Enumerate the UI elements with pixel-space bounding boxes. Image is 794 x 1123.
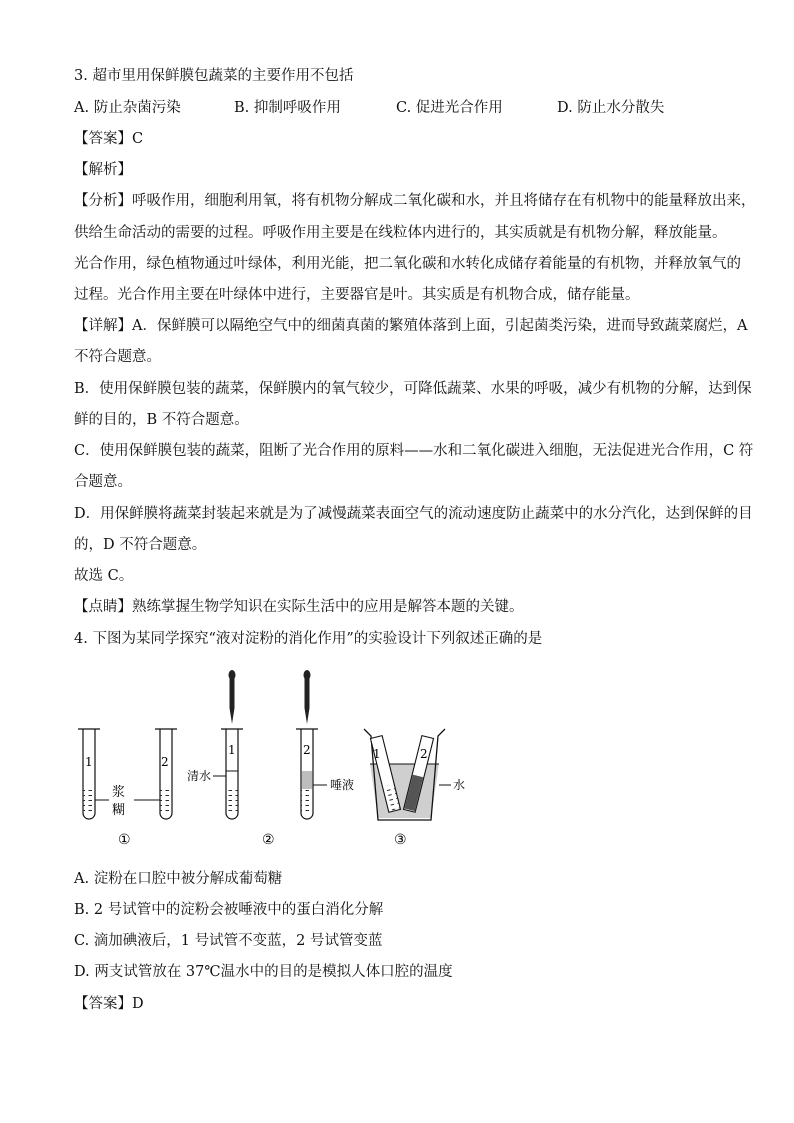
step-3-marker: ③ [394, 832, 407, 848]
q3-analysis-line: 光合作用，绿色植物通过叶绿体，利用光能，把二氧化碳和水转化成储存着能量的有机物，并释放氧气的 [74, 256, 741, 272]
experiment-diagram [74, 668, 474, 853]
q3-analysis-line: 过程。光合作用主要在叶绿体中进行，主要器官是叶。其实质是有机物合成，储存能量。 [74, 287, 640, 303]
q3-question: 3. 超市里用保鲜膜包蔬菜的主要作用不包括 [74, 68, 354, 84]
q3-option-b: B. 抑制呼吸作用 [234, 100, 341, 116]
paste-label-top: 浆 [112, 785, 126, 800]
dropper-icon [229, 670, 236, 724]
q3-detail-line: 不符合题意。 [74, 349, 161, 365]
q3-analysis-heading: 【解析】 [74, 162, 132, 178]
bath-water-label: 水 [453, 778, 466, 792]
q3-option-d: D. 防止水分散失 [557, 100, 665, 116]
tube-1-number: 1 [85, 755, 93, 769]
q3-option-c: C. 促进光合作用 [396, 100, 503, 116]
q3-detail-line: D．用保鲜膜将蔬菜封装起来就是为了减慢蔬菜表面空气的流动速度防止蔬菜中的水分汽化，达到保鲜的目 [74, 506, 753, 522]
q4-option-c: C. 滴加碘液后，1 号试管不变蓝，2 号试管变蓝 [74, 933, 383, 949]
svg-text:1: 1 [373, 747, 381, 761]
q3-detail-line: C．使用保鲜膜包装的蔬菜，阻断了光合作用的原料——水和二氧化碳进入细胞，无法促进光合作用，C 符 [74, 443, 754, 459]
svg-text:2: 2 [303, 743, 311, 757]
q3-analysis-line: 【分析】呼吸作用，细胞利用氧，将有机物分解成二氧化碳和水，并且将储存在有机物中的能量释放出来， [74, 193, 756, 209]
q4-question: 4. 下图为某同学探究“液对淀粉的消化作用”的实验设计下列叙述正确的是 [74, 631, 543, 647]
q3-detail-line: B．使用保鲜膜包装的蔬菜，保鲜膜内的氧气较少，可降低蔬菜、水果的呼吸，减少有机物的分解，达到保 [74, 381, 752, 397]
water-label: 清水 [187, 769, 212, 783]
saliva-label: 唾液 [330, 778, 355, 792]
q3-detail-line: 鲜的目的，B 不符合题意。 [74, 412, 249, 428]
q4-option-a: A. 淀粉在口腔中被分解成葡萄糖 [74, 871, 283, 887]
tube-1-step-1 [78, 729, 100, 819]
paste-label-bottom: 糊 [112, 803, 126, 818]
step-1-marker: ① [118, 832, 131, 848]
q3-tip: 【点睛】熟练掌握生物学知识在实际生活中的应用是解答本题的关键。 [74, 599, 524, 615]
q3-detail-line: 【详解】A．保鲜膜可以隔绝空气中的细菌真菌的繁殖体落到上面，引起菌类污染，进而导致蔬菜腐烂，A [74, 318, 748, 334]
step-2-marker: ② [262, 832, 275, 848]
svg-text:2: 2 [420, 747, 428, 761]
q4-answer: 【答案】D [74, 996, 144, 1012]
q3-option-a: A. 防止杂菌污染 [74, 100, 181, 116]
dropper-icon [304, 670, 311, 724]
q3-conclusion: 故选 C。 [74, 568, 134, 584]
tube-1-step-2 [221, 729, 243, 819]
q4-option-b: B. 2 号试管中的淀粉会被唾液中的蛋白消化分解 [74, 902, 384, 918]
q3-answer: 【答案】C [74, 131, 144, 147]
tube-2-step-1 [155, 729, 177, 819]
tube-2-number: 2 [161, 755, 169, 769]
tube-2-step-2 [296, 729, 318, 819]
q3-analysis-line: 供给生命活动的需要的过程。呼吸作用主要是在线粒体内进行的，其实质就是有机物分解，释放能量。 [74, 225, 727, 241]
q3-detail-line: 合题意。 [74, 474, 132, 490]
svg-text:1: 1 [228, 743, 236, 757]
q4-option-d: D. 两支试管放在 37℃温水中的目的是模拟人体口腔的温度 [74, 964, 453, 980]
q3-detail-line: 的，D 不符合题意。 [74, 537, 207, 553]
water-bath-beaker [364, 729, 445, 820]
